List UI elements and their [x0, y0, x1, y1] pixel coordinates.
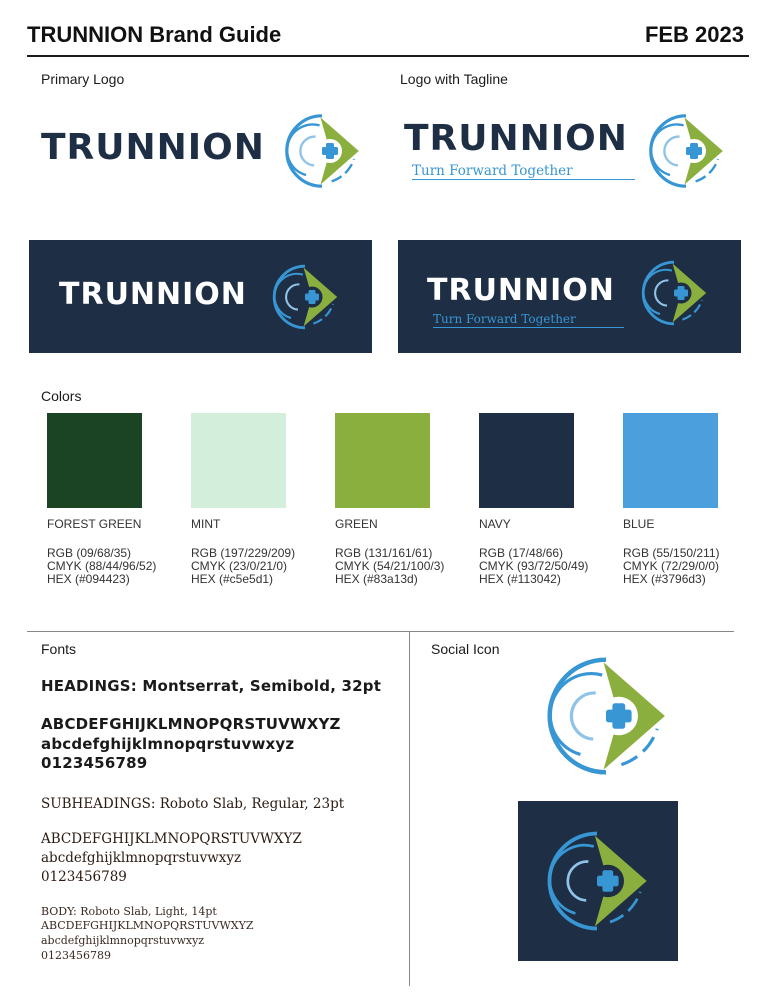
column-divider: [409, 631, 410, 986]
tagline-logo-wordmark: TRUNNION: [404, 118, 628, 159]
heading-lowercase-sample: abcdefghijklmnopqrstuvwxyz: [41, 735, 295, 753]
section-divider: [27, 631, 734, 632]
subheading-digits-sample: 0123456789: [41, 869, 127, 885]
color-name: NAVY: [479, 517, 511, 531]
color-rgb: RGB (09/68/35): [47, 546, 132, 560]
color-name: GREEN: [335, 517, 378, 531]
primary-logo-wordmark: TRUNNION: [41, 127, 265, 168]
primary-logo-label: Primary Logo: [41, 71, 125, 87]
trunnion-emblem-icon: [633, 258, 715, 328]
subheading-lowercase-sample: abcdefghijklmnopqrstuvwxyz: [41, 850, 242, 866]
color-name: BLUE: [623, 517, 655, 531]
subheading-uppercase-sample: ABCDEFGHIJKLMNOPQRSTUVWXYZ: [41, 831, 302, 847]
trunnion-emblem-icon: [276, 111, 368, 191]
color-rgb: RGB (197/229/209): [191, 546, 296, 560]
social-icon-label: Social Icon: [431, 641, 500, 657]
heading-digits-sample: 0123456789: [41, 754, 148, 772]
color-rgb: RGB (55/150/211): [623, 546, 720, 560]
color-hex: HEX (#094423): [47, 572, 130, 586]
colors-label: Colors: [41, 388, 82, 404]
color-rgb: RGB (131/161/61): [335, 546, 433, 560]
body-digits-sample: 0123456789: [41, 949, 111, 962]
color-cmyk: CMYK (23/0/21/0): [191, 559, 288, 573]
color-hex: HEX (#83a13d): [335, 572, 418, 586]
color-cmyk: CMYK (93/72/50/49): [479, 559, 589, 573]
color-cmyk: CMYK (72/29/0/0): [623, 559, 720, 573]
tagline-text: Turn Forward Together: [412, 163, 635, 180]
fonts-label: Fonts: [41, 641, 77, 657]
document-date: FEB 2023: [644, 22, 744, 47]
color-cmyk: CMYK (54/21/100/3): [335, 559, 445, 573]
tagline-dark-text: Turn Forward Together: [433, 311, 624, 328]
tagline-logo-dark-wordmark: TRUNNION: [427, 273, 615, 308]
color-swatch-navy: [479, 413, 574, 508]
color-name: MINT: [191, 517, 221, 531]
subheading-font-spec: SUBHEADINGS: Roboto Slab, Regular, 23pt: [41, 796, 345, 812]
body-font-spec: BODY: Roboto Slab, Light, 14pt: [41, 905, 217, 918]
color-swatch-green: [335, 413, 430, 508]
color-hex: HEX (#c5e5d1): [191, 572, 274, 586]
social-icon-light: [526, 652, 686, 780]
body-uppercase-sample: ABCDEFGHIJKLMNOPQRSTUVWXYZ: [41, 919, 254, 932]
social-icon-dark: [535, 827, 659, 935]
color-swatch-blue: [623, 413, 718, 508]
color-swatch-mint: [191, 413, 286, 508]
primary-logo-dark-wordmark: TRUNNION: [59, 277, 247, 312]
color-swatch-forest-green: [47, 413, 142, 508]
trunnion-emblem-icon: [640, 111, 732, 191]
color-name: FOREST GREEN: [47, 517, 142, 531]
color-cmyk: CMYK (88/44/96/52): [47, 559, 157, 573]
trunnion-emblem-icon: [264, 262, 346, 332]
logo-tagline-label: Logo with Tagline: [400, 71, 508, 87]
color-hex: HEX (#3796d3): [623, 572, 706, 586]
document-title: TRUNNION Brand Guide: [27, 22, 282, 47]
body-lowercase-sample: abcdefghijklmnopqrstuvwxyz: [41, 934, 205, 947]
color-rgb: RGB (17/48/66): [479, 546, 564, 560]
heading-uppercase-sample: ABCDEFGHIJKLMNOPQRSTUVWXYZ: [41, 715, 341, 733]
heading-font-spec: HEADINGS: Montserrat, Semibold, 32pt: [41, 677, 382, 695]
color-hex: HEX (#113042): [479, 572, 561, 586]
header-divider: [27, 55, 749, 57]
